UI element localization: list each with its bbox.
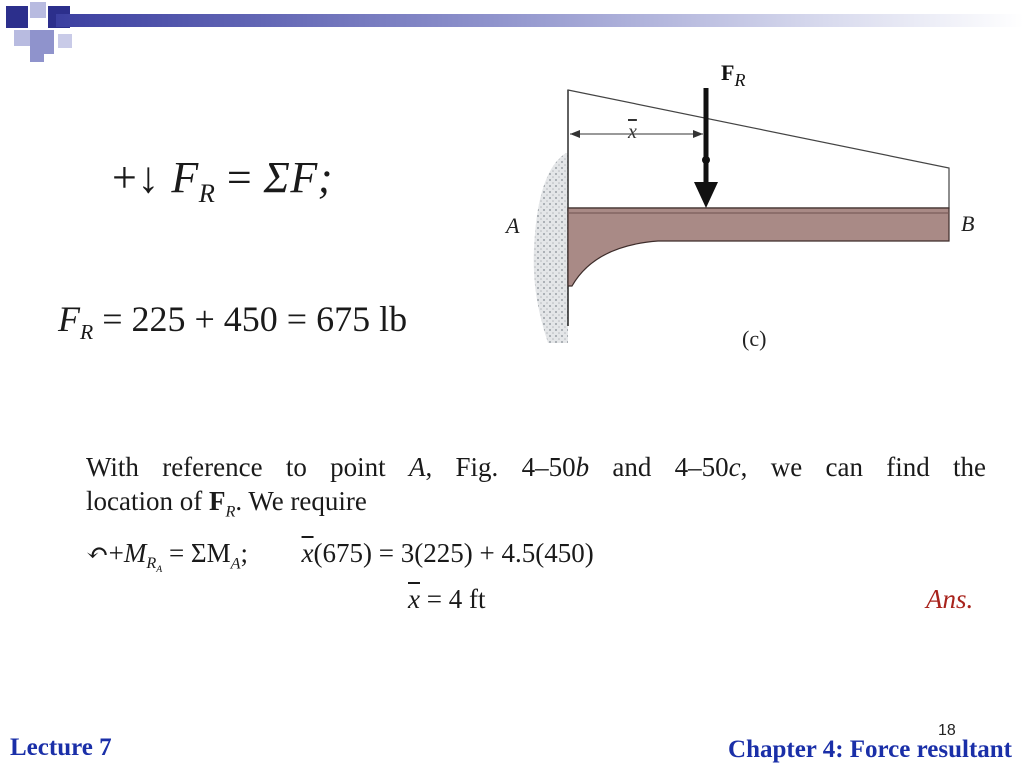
force-label-sub: R bbox=[734, 70, 746, 90]
text-run: , Fig. 4–50 bbox=[425, 452, 576, 482]
corner-square-7 bbox=[30, 48, 44, 62]
text-run: . We require bbox=[235, 486, 367, 516]
sum-forces-equation bbox=[112, 152, 333, 209]
wall-support bbox=[534, 153, 568, 343]
text-run: With reference to point bbox=[86, 452, 409, 482]
resultant-subscript: R bbox=[80, 320, 94, 345]
text-run: and 4–50 bbox=[589, 452, 729, 482]
page-number: 18 bbox=[938, 722, 956, 739]
moment-sub: R bbox=[146, 554, 157, 573]
beam-load-figure bbox=[488, 58, 1008, 368]
corner-square-1 bbox=[6, 6, 28, 28]
corner-square-4 bbox=[14, 30, 30, 46]
moment-sign: ↶+ bbox=[86, 538, 124, 568]
sign-convention: +↓ bbox=[112, 153, 160, 202]
fig-part: c bbox=[728, 452, 741, 482]
moment-equation bbox=[86, 538, 594, 576]
resultant-symbol: F bbox=[58, 299, 80, 339]
text-run: , we can find the bbox=[740, 452, 987, 482]
equals-sign: = bbox=[226, 153, 253, 202]
paragraph-line-1 bbox=[86, 450, 986, 484]
point-ref: A bbox=[408, 452, 426, 482]
answer-label: Ans. bbox=[926, 584, 974, 614]
force-ref: F bbox=[208, 486, 226, 516]
xbar-symbol: $\overline{x}$ bbox=[408, 584, 420, 614]
footer-chapter: Chapter 4: Force resultant bbox=[728, 736, 1012, 763]
figure-caption: (c) bbox=[742, 326, 767, 351]
force-arrowhead bbox=[694, 182, 718, 208]
moment-rhs-a-sub: A bbox=[230, 554, 241, 573]
distributed-load bbox=[568, 90, 949, 208]
title-bar-gradient bbox=[56, 14, 1024, 27]
moment-rhs-a: = ΣM bbox=[168, 538, 231, 568]
beam bbox=[568, 208, 949, 286]
text-run: location of bbox=[86, 486, 209, 516]
resultant-value: = 225 + 450 = 675 lb bbox=[102, 299, 408, 339]
result-value: = 4 ft bbox=[426, 584, 486, 614]
result-equation bbox=[408, 584, 485, 615]
moment-symbol: M bbox=[123, 538, 147, 568]
explanation-paragraph bbox=[86, 450, 986, 528]
corner-square-2 bbox=[30, 2, 46, 18]
xbar-symbol: $\overline{x}$ bbox=[301, 538, 314, 568]
moment-rhs-b: (675) = 3(225) + 4.5(450) bbox=[313, 538, 594, 568]
xbar-label: x bbox=[628, 121, 637, 143]
force-label bbox=[721, 60, 745, 90]
resultant-symbol: F bbox=[171, 153, 199, 202]
footer-lecture: Lecture 7 bbox=[10, 734, 112, 761]
point-a-label: A bbox=[506, 213, 520, 238]
force-ref-sub: R bbox=[225, 502, 236, 521]
paragraph-line-2 bbox=[86, 484, 986, 528]
resultant-value-equation bbox=[58, 298, 407, 345]
force-label-main: F bbox=[721, 60, 735, 85]
resultant-subscript: R bbox=[198, 177, 216, 208]
point-b-label: B bbox=[961, 211, 975, 236]
fig-part: b bbox=[575, 452, 590, 482]
moment-rhs-a-end: ; bbox=[240, 538, 249, 568]
sum-forces-rhs: ΣF; bbox=[263, 153, 333, 202]
corner-square-6 bbox=[58, 34, 72, 48]
moment-subsub: A bbox=[156, 564, 163, 576]
